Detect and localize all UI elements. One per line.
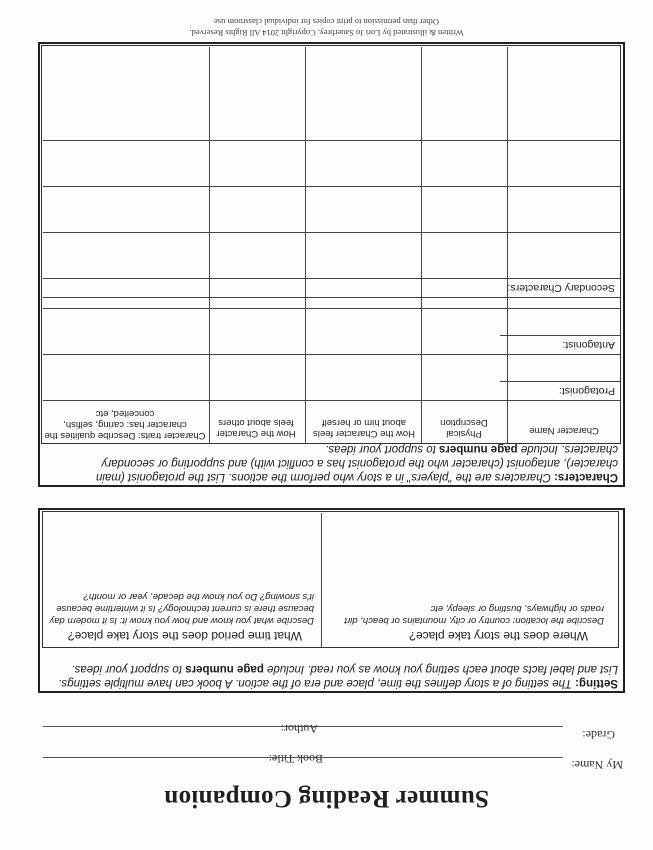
grade-label: Grade: bbox=[582, 728, 615, 742]
row-rule bbox=[43, 278, 620, 279]
row-rule bbox=[43, 232, 620, 233]
row-rule bbox=[43, 308, 620, 309]
name-label: My Name: bbox=[571, 758, 623, 772]
characters-heading: Characters: bbox=[554, 471, 618, 483]
when-hint: Describe what you know and how you know it: Is it modern day because there is current technology? Is it wintertime because it's snowing? Do you know the decade, year or month? bbox=[49, 591, 314, 626]
setting-grid bbox=[42, 511, 619, 648]
row-rule bbox=[500, 335, 620, 336]
col-rule bbox=[421, 47, 422, 443]
book-title-label: Book Title: bbox=[268, 752, 323, 766]
author-label: Author: bbox=[280, 722, 318, 736]
row-rule bbox=[43, 186, 620, 187]
row-rule bbox=[43, 140, 620, 141]
characters-intro: Characters: Characters are the "players" in a story who perform the actions. List the protagonist (main character), antagonist (character who the protagonist has a conflict with) and supporting or secondary characters. Include page numbers to support your ideas. bbox=[95, 443, 618, 483]
row-rule bbox=[500, 381, 620, 382]
characters-section bbox=[38, 42, 625, 487]
row-rule bbox=[43, 400, 620, 401]
col-header-name: Character Name bbox=[529, 425, 599, 436]
col-rule bbox=[305, 47, 306, 443]
col-header-traits: Character traits: Describe qualities the character has: caring, selfish, conceited, etc bbox=[44, 408, 206, 441]
setting-heading: Setting: bbox=[575, 677, 618, 689]
col-header-feels-others: How the Character feels about others bbox=[216, 417, 296, 439]
row-rule bbox=[43, 354, 620, 355]
antagonist-label: Antagonist: bbox=[562, 339, 615, 351]
page-title: Summer Reading Companion bbox=[164, 785, 489, 812]
col-header-physical: Physical Description bbox=[440, 417, 488, 439]
col-rule bbox=[209, 47, 210, 443]
when-question: What time period does the story take place? bbox=[67, 629, 302, 643]
copyright-line-1: Written & illustrated by Lori Jo Sauerbrey. Copyright 2014 All Rights Reserved. bbox=[189, 28, 464, 38]
row-rule bbox=[43, 297, 620, 298]
where-question: Where does the story take place? bbox=[409, 629, 588, 643]
character-table bbox=[41, 45, 621, 444]
setting-divider bbox=[321, 513, 322, 647]
where-hint: Describe the location: country or city, mountains or beach, dirt roads or highways, bustling or sleepy, etc bbox=[344, 603, 604, 626]
setting-intro: Setting: The setting of a story defines the time, place and era of the action. A book can have multiple settings. List and label facts about each setting you know as you read. Include page numbers to support your ideas. bbox=[58, 663, 618, 689]
copyright-line-2: Other than permission to print copies for individual classroom use bbox=[214, 17, 439, 27]
protagonist-label: Protagonist: bbox=[558, 385, 615, 397]
secondary-characters-label: Secondary Characters: bbox=[507, 282, 615, 294]
col-rule bbox=[507, 47, 508, 443]
setting-section bbox=[38, 508, 625, 693]
col-header-feels-self: How the Character feels about him or herself bbox=[313, 417, 415, 439]
